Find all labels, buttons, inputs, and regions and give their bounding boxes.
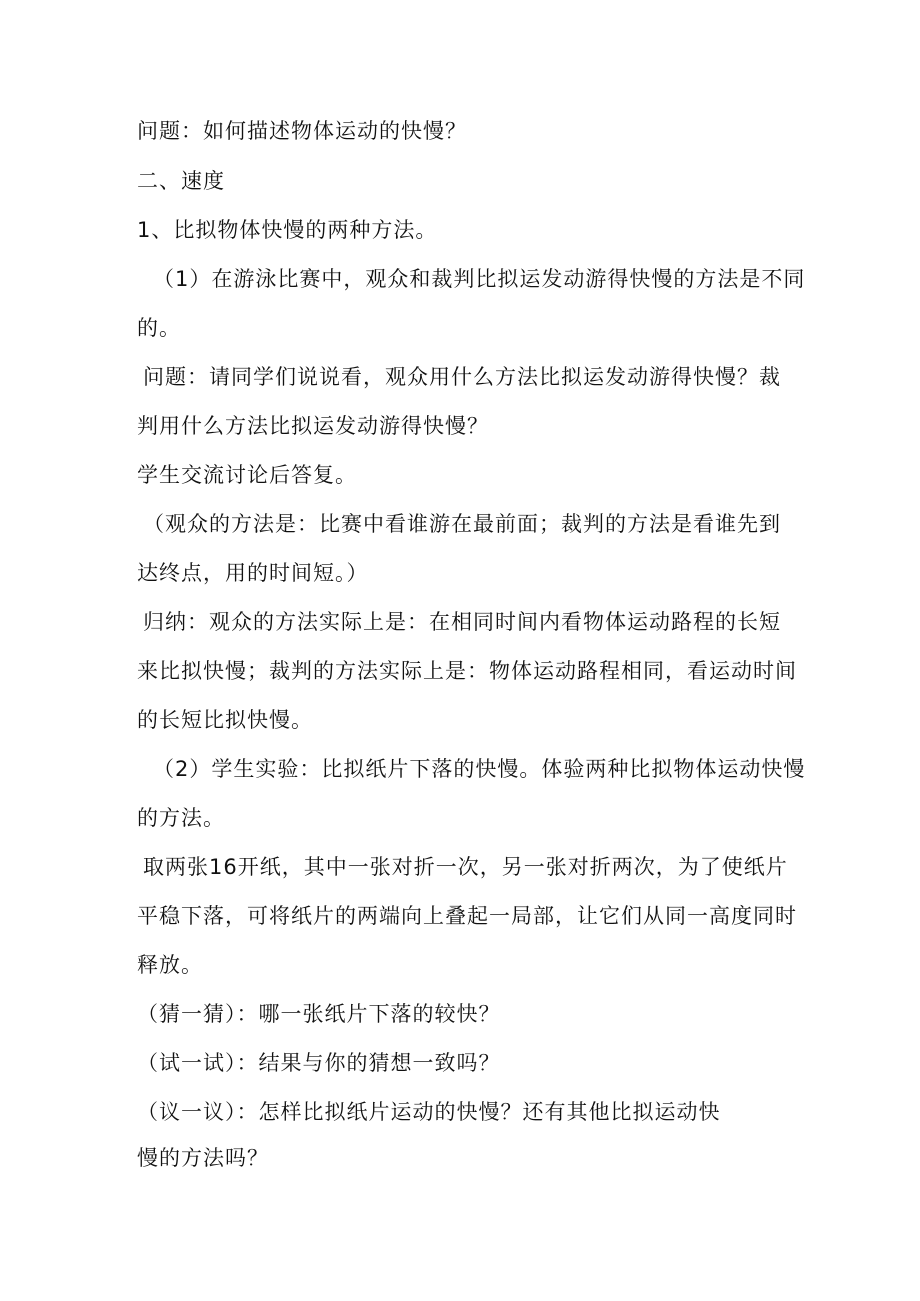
text-line-question-2a: 问题：请同学们说说看，观众用什么方法比拟运发动游得快慢？裁 bbox=[143, 365, 781, 389]
text-line-guess: （猜一猜）：哪一张纸片下落的较快？ bbox=[137, 1002, 501, 1026]
text-line-paper-3: 释放。 bbox=[137, 953, 203, 977]
text-line-paper-1: 取两张16开纸，其中一张对折一次，另一张对折两次，为了使纸片 bbox=[143, 855, 788, 879]
section-heading-speed: 二、速度 bbox=[137, 169, 225, 193]
text-line-experiment-1: （2）学生实验：比拟纸片下落的快慢。体验两种比拟物体运动快慢 bbox=[153, 757, 806, 781]
text-line-try: （试一试）：结果与你的猜想一致吗？ bbox=[137, 1051, 501, 1075]
subheading-two-methods: 1、比拟物体快慢的两种方法。 bbox=[137, 218, 438, 242]
text-line-question-1: 问题：如何描述物体运动的快慢？ bbox=[137, 119, 467, 143]
text-line-experiment-2: 的方法。 bbox=[137, 806, 225, 830]
text-line-answer-2: 达终点，用的时间短。） bbox=[137, 561, 369, 585]
text-line-swim-1: （1）在游泳比赛中，观众和裁判比拟运发动游得快慢的方法是不同 bbox=[153, 267, 806, 291]
text-line-discuss-2: 慢的方法吗？ bbox=[137, 1146, 269, 1170]
text-line-summary-3: 的长短比拟快慢。 bbox=[137, 708, 313, 732]
text-line-summary-2: 来比拟快慢；裁判的方法实际上是：物体运动路程相同，看运动时间 bbox=[137, 659, 797, 683]
text-line-question-2b: 判用什么方法比拟运发动游得快慢？ bbox=[137, 414, 489, 438]
text-line-discussion: 学生交流讨论后答复。 bbox=[137, 463, 357, 487]
text-line-swim-2: 的。 bbox=[137, 316, 181, 340]
text-line-answer-1: （观众的方法是：比赛中看谁游在最前面；裁判的方法是看谁先到 bbox=[143, 512, 781, 536]
text-line-summary-1: 归纳：观众的方法实际上是：在相同时间内看物体运动路程的长短 bbox=[143, 610, 781, 634]
text-line-discuss-1: （议一议）：怎样比拟纸片运动的快慢？还有其他比拟运动快 bbox=[137, 1100, 721, 1124]
text-line-paper-2: 平稳下落，可将纸片的两端向上叠起一局部，让它们从同一高度同时 bbox=[137, 904, 797, 928]
